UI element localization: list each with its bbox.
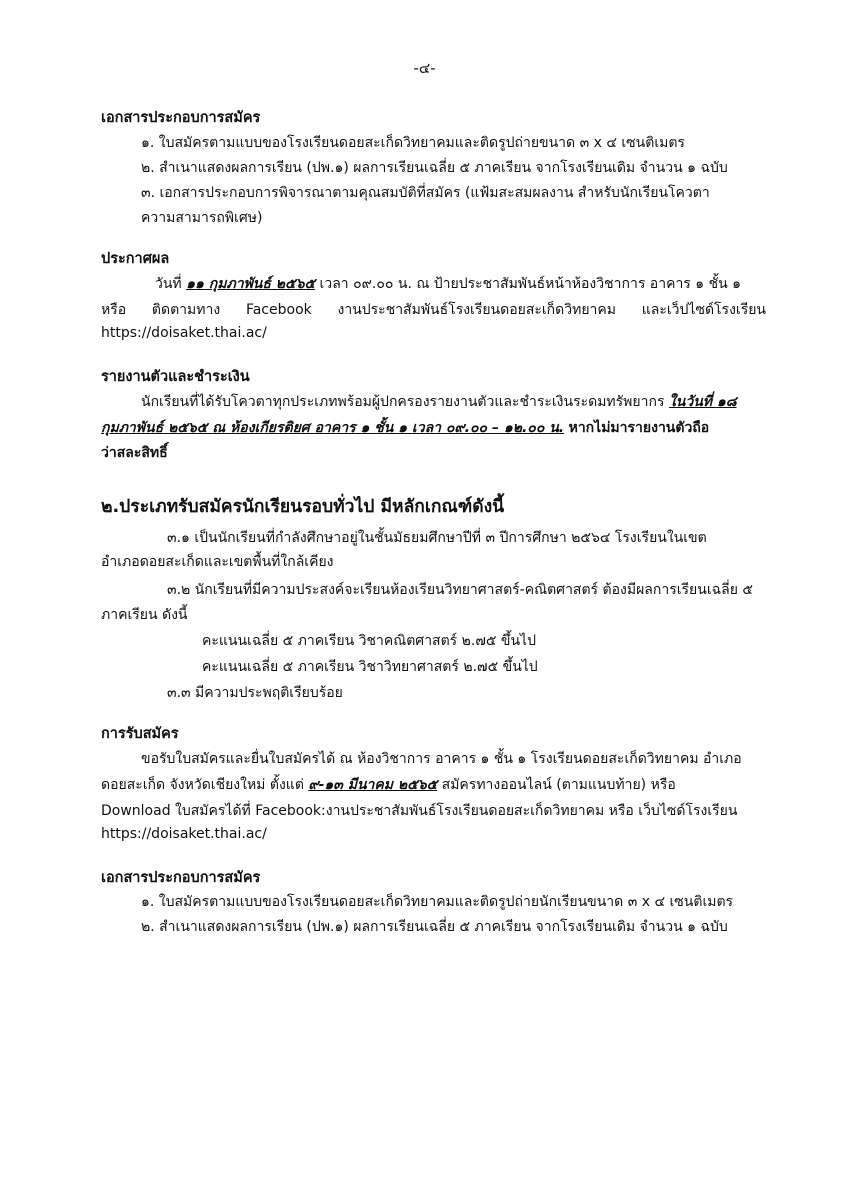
apply-location: ดอยสะเก็ด จังหวัดเชียงใหม่ ตั้งแต่ bbox=[101, 777, 304, 793]
criteria-3: ๓.๓ มีความประพฤติเรียบร้อย bbox=[167, 685, 343, 701]
report-line-3: ว่าสละสิทธิ์ bbox=[101, 445, 168, 461]
docs1-heading: เอกสารประกอบการสมัคร bbox=[101, 110, 261, 126]
report-date-start: ในวันที่ ๑๘ bbox=[668, 394, 737, 410]
docs2-item-2: ๒. สำเนาแสดงผลการเรียน (ปพ.๑) ผลการเรียนเฉลี่ย ๕ ภาคเรียน จากโรงเรียนเดิม จำนวน ๑ ฉบับ bbox=[141, 919, 728, 935]
report-heading: รายงานตัวและชำระเงิน bbox=[101, 369, 250, 385]
apply-online: สมัครทางออนไลน์ (ตามแนบท้าย) หรือ bbox=[441, 777, 676, 793]
announce-heading: ประกาศผล bbox=[101, 251, 170, 267]
docs1-item-3-cont: ความสามารถพิเศษ) bbox=[141, 210, 263, 226]
apply-line-1: ขอรับใบสมัครและยื่นใบสมัครได้ ณ ห้องวิชาการ อาคาร ๑ ชั้น ๑ โรงเรียนดอยสะเก็ดวิทยาคม อำเภอ bbox=[141, 751, 742, 767]
announce-date: ๑๑ กุมภาพันธ์ ๒๕๖๕ bbox=[186, 276, 316, 292]
announce-url: https://doisaket.thai.ac/ bbox=[101, 325, 267, 341]
report-text-1: นักเรียนที่ได้รับโควตาทุกประเภทพร้อมผู้ปกครองรายงานตัวและชำระเงินระดมทรัพยากร bbox=[141, 394, 665, 410]
announce-line-2: หรือ ติดตามทาง Facebook งานประชาสัมพันธ์โรงเรียนดอยสะเก็ดวิทยาคม และเว็ปไซด์โรงเรียน bbox=[101, 302, 766, 318]
docs1-item-1: ๑. ใบสมัครตามแบบของโรงเรียนดอยสะเก็ดวิทยาคมและติดรูปถ่ายขนาด ๓ x ๔ เซนติเมตร bbox=[141, 135, 685, 151]
report-line-2 bbox=[101, 417, 709, 439]
announce-time-place: เวลา ๐๙.๐๐ น. ณ ป้ายประชาสัมพันธ์หน้าห้องวิชาการ อาคาร ๑ ชั้น ๑ bbox=[319, 276, 742, 292]
announce-line-1 bbox=[155, 273, 741, 295]
page-number: -๔- bbox=[413, 59, 436, 77]
criteria-1-cont: อำเภอดอยสะเก็ดและเขตพื้นที่ใกล้เคียง bbox=[101, 554, 334, 570]
report-line-1 bbox=[141, 391, 737, 413]
apply-date: ๙-๑๓ มีนาคม ๒๕๖๕ bbox=[308, 777, 438, 793]
criteria-2: ๓.๒ นักเรียนที่มีความประสงค์จะเรียนห้องเรียนวิทยาศาสตร์-คณิตศาสตร์ ต้องมีผลการเรียนเฉลี่ย ๕ bbox=[167, 582, 753, 598]
apply-line-2 bbox=[101, 774, 676, 796]
docs1-item-2: ๒. สำเนาแสดงผลการเรียน (ปพ.๑) ผลการเรียนเฉลี่ย ๕ ภาคเรียน จากโรงเรียนเดิม จำนวน ๑ ฉบับ bbox=[141, 160, 728, 176]
criteria-1: ๓.๑ เป็นนักเรียนที่กำลังศึกษาอยู่ในชั้นมัธยมศึกษาปีที่ ๓ ปีการศึกษา ๒๕๖๔ โรงเรียนในเขต bbox=[167, 530, 707, 546]
section2-heading: ๒.ประเภทรับสมัครนักเรียนรอบทั่วไป มีหลักเกณฑ์ดังนี้ bbox=[101, 497, 505, 517]
apply-heading: การรับสมัคร bbox=[101, 726, 179, 742]
criteria-2-cont: ภาคเรียน ดังนี้ bbox=[101, 607, 188, 623]
docs2-item-1: ๑. ใบสมัครตามแบบของโรงเรียนดอยสะเก็ดวิทยาคมและติดรูปถ่ายนักเรียนขนาด ๓ x ๔ เซนติเมตร bbox=[141, 894, 734, 910]
announce-day-label: วันที่ bbox=[155, 276, 182, 292]
report-warning: หากไม่มารายงานตัวถือ bbox=[568, 420, 710, 436]
docs2-heading: เอกสารประกอบการสมัคร bbox=[101, 870, 261, 886]
report-date-place: กุมภาพันธ์ ๒๕๖๕ ณ ห้องเกียรติยศ อาคาร ๑ ชั้น ๑ เวลา ๐๙.๐๐ – ๑๒.๐๐ น. bbox=[101, 420, 565, 436]
criteria-2-math: คะแนนเฉลี่ย ๕ ภาคเรียน วิชาคณิตศาสตร์ ๒.๗๕ ขึ้นไป bbox=[202, 633, 536, 649]
apply-line-3: Download ใบสมัครได้ที่ Facebook:งานประชาสัมพันธ์โรงเรียนดอยสะเก็ดวิทยาคม หรือ เว็บไซด์โรงเรียน bbox=[101, 803, 738, 819]
criteria-2-science: คะแนนเฉลี่ย ๕ ภาคเรียน วิชาวิทยาศาสตร์ ๒.๗๕ ขึ้นไป bbox=[202, 659, 538, 675]
docs1-item-3: ๓. เอกสารประกอบการพิจารณาตามคุณสมบัติที่สมัคร (แฟ้มสะสมผลงาน สำหรับนักเรียนโควตา bbox=[141, 185, 710, 201]
apply-url: https://doisaket.thai.ac/ bbox=[101, 826, 267, 842]
